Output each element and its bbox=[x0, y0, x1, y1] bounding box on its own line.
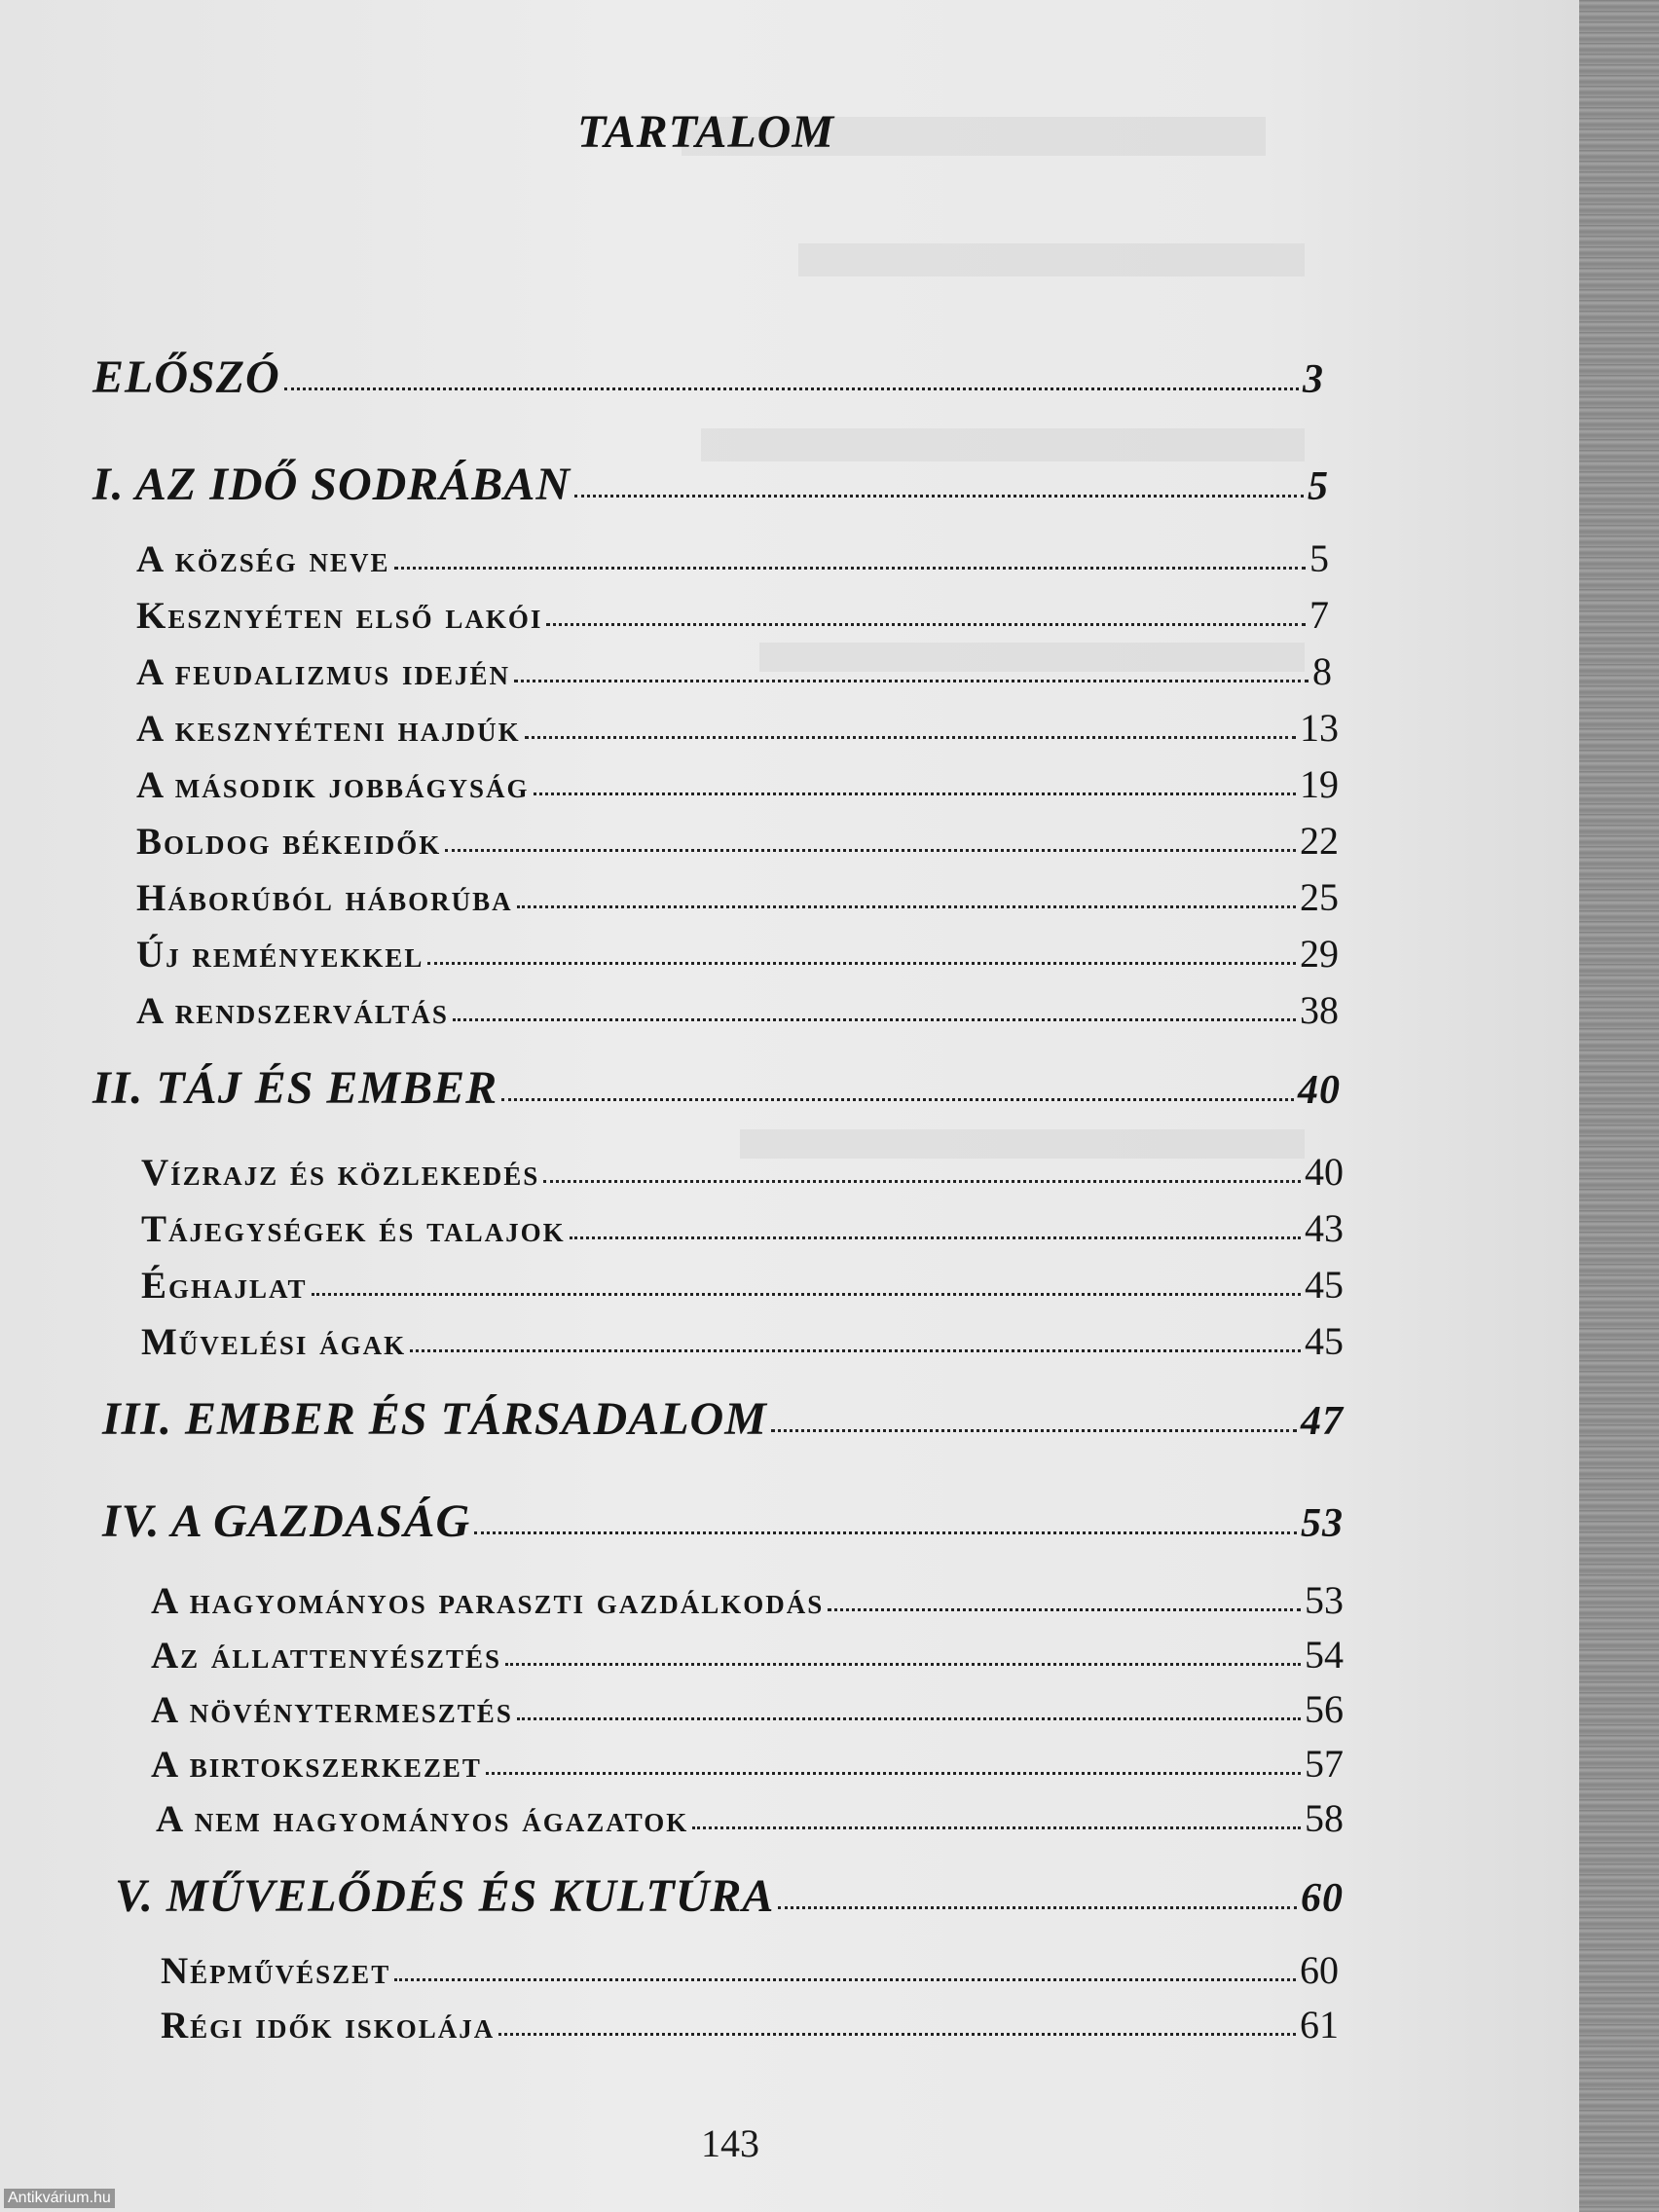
toc-section-label: Régi idők iskolája bbox=[161, 2005, 496, 2046]
toc-section-page: 29 bbox=[1300, 932, 1339, 976]
toc-section bbox=[151, 1686, 1344, 1732]
toc-section bbox=[136, 931, 1339, 977]
dot-leader bbox=[474, 1530, 1297, 1534]
toc-section-page: 38 bbox=[1300, 988, 1339, 1032]
toc-section-label: A növénytermesztés bbox=[151, 1689, 513, 1731]
toc-section-page: 58 bbox=[1305, 1796, 1344, 1840]
toc-section-page: 56 bbox=[1305, 1687, 1344, 1731]
dot-leader bbox=[284, 387, 1299, 390]
toc-chapter-label: ELŐSZÓ bbox=[92, 351, 280, 403]
toc-section-page: 22 bbox=[1300, 819, 1339, 863]
toc-section bbox=[141, 1149, 1344, 1195]
toc-section-page: 45 bbox=[1305, 1263, 1344, 1307]
dot-leader bbox=[394, 566, 1306, 570]
toc-chapter-label: III. EMBER ÉS TÁRSADALOM bbox=[102, 1393, 767, 1445]
toc-title: TARTALOM bbox=[576, 106, 835, 158]
toc-section-label: Háborúból háborúba bbox=[136, 877, 513, 919]
show-through-shadow bbox=[701, 428, 1305, 461]
dot-leader bbox=[394, 1977, 1296, 1981]
toc-chapter-preface bbox=[92, 350, 1324, 404]
dot-leader bbox=[546, 622, 1306, 626]
toc-section-label: A rendszerváltás bbox=[136, 990, 449, 1032]
toc-section bbox=[136, 648, 1332, 694]
toc-section bbox=[156, 1795, 1344, 1841]
toc-section-page: 61 bbox=[1300, 2003, 1339, 2046]
toc-chapter-2 bbox=[92, 1061, 1341, 1115]
dot-leader bbox=[525, 735, 1296, 739]
watermark: Antikvárium.hu bbox=[4, 2189, 115, 2208]
toc-chapter-4 bbox=[102, 1494, 1344, 1548]
toc-section-label: A birtokszerkezet bbox=[151, 1744, 482, 1786]
toc-section-page: 53 bbox=[1305, 1578, 1344, 1622]
toc-section-label: A község neve bbox=[136, 538, 390, 580]
dot-leader bbox=[445, 848, 1296, 852]
toc-section-page: 19 bbox=[1300, 762, 1339, 806]
toc-section bbox=[141, 1205, 1344, 1251]
toc-section bbox=[151, 1741, 1344, 1787]
toc-section-page: 5 bbox=[1309, 536, 1329, 580]
dot-leader bbox=[514, 679, 1309, 682]
toc-section-label: Boldog békeidők bbox=[136, 821, 442, 863]
dot-leader bbox=[312, 1292, 1301, 1296]
toc-chapter-label: IV. A GAZDASÁG bbox=[102, 1495, 471, 1547]
dot-leader bbox=[517, 904, 1296, 908]
toc-chapter-page: 3 bbox=[1303, 357, 1324, 402]
dot-leader bbox=[486, 1771, 1301, 1775]
toc-chapter-page: 47 bbox=[1301, 1399, 1344, 1444]
toc-section bbox=[141, 1262, 1344, 1308]
toc-section-page: 13 bbox=[1300, 706, 1339, 750]
toc-section bbox=[136, 705, 1339, 751]
toc-section-page: 45 bbox=[1305, 1319, 1344, 1363]
dot-leader bbox=[543, 1179, 1301, 1183]
toc-section bbox=[136, 535, 1329, 581]
toc-section bbox=[151, 1632, 1344, 1677]
page-number: 143 bbox=[701, 2121, 759, 2165]
show-through-shadow bbox=[798, 243, 1305, 276]
toc-chapter-page: 53 bbox=[1301, 1501, 1344, 1546]
dot-leader bbox=[498, 2032, 1296, 2036]
toc-chapter-label: II. TÁJ ÉS EMBER bbox=[92, 1062, 498, 1114]
toc-section-label: A második jobbágyság bbox=[136, 764, 530, 806]
toc-section-page: 60 bbox=[1300, 1948, 1339, 1992]
dot-leader bbox=[771, 1428, 1297, 1432]
toc-section-label: A kesznyéteni hajdúk bbox=[136, 708, 521, 750]
toc-section bbox=[136, 761, 1339, 807]
dot-leader bbox=[574, 494, 1304, 498]
toc-chapter-page: 40 bbox=[1298, 1068, 1341, 1113]
toc-chapter-page: 60 bbox=[1301, 1876, 1344, 1921]
toc-section-label: Tájegységek és talajok bbox=[141, 1208, 566, 1250]
dot-leader bbox=[692, 1825, 1301, 1829]
toc-section-label: Éghajlat bbox=[141, 1265, 308, 1307]
toc-section-page: 54 bbox=[1305, 1633, 1344, 1677]
toc-section bbox=[136, 874, 1339, 920]
page-edges bbox=[1579, 0, 1659, 2212]
dot-leader bbox=[570, 1235, 1301, 1239]
toc-section bbox=[136, 818, 1339, 864]
toc-section-page: 43 bbox=[1305, 1206, 1344, 1250]
toc-section-label: Az állattenyésztés bbox=[151, 1635, 502, 1677]
toc-section bbox=[136, 592, 1329, 638]
toc-chapter-page: 5 bbox=[1308, 464, 1329, 509]
toc-section-label: Vízrajz és közlekedés bbox=[141, 1152, 540, 1194]
toc-section-page: 25 bbox=[1300, 875, 1339, 919]
toc-chapter-1 bbox=[92, 458, 1329, 511]
toc-section bbox=[161, 1947, 1339, 1993]
toc-section-label: A feudalizmus idején bbox=[136, 651, 511, 693]
dot-leader bbox=[534, 792, 1296, 795]
toc-section-label: Új reményekkel bbox=[136, 934, 424, 976]
toc-section bbox=[141, 1318, 1344, 1364]
toc-section bbox=[136, 987, 1339, 1033]
toc-chapter-3 bbox=[102, 1392, 1344, 1446]
dot-leader bbox=[778, 1905, 1297, 1909]
dot-leader bbox=[410, 1348, 1301, 1352]
dot-leader bbox=[501, 1097, 1294, 1101]
toc-section-page: 40 bbox=[1305, 1150, 1344, 1194]
dot-leader bbox=[517, 1716, 1301, 1720]
toc-section-page: 7 bbox=[1309, 593, 1329, 637]
toc-section-label: Művelési ágak bbox=[141, 1321, 407, 1363]
dot-leader bbox=[505, 1662, 1301, 1666]
toc-section-page: 57 bbox=[1305, 1742, 1344, 1786]
toc-section-label: Népművészet bbox=[161, 1950, 391, 1992]
toc-chapter-5 bbox=[115, 1869, 1344, 1923]
toc-section bbox=[151, 1577, 1344, 1623]
toc-section-label: A nem hagyományos ágazatok bbox=[156, 1798, 689, 1840]
toc-section-label: Kesznyéten első lakói bbox=[136, 595, 543, 637]
dot-leader bbox=[427, 961, 1296, 965]
toc-chapter-label: I. AZ IDŐ SODRÁBAN bbox=[92, 459, 571, 510]
dot-leader bbox=[828, 1607, 1301, 1611]
toc-section-label: A hagyományos paraszti gazdálkodás bbox=[151, 1580, 825, 1622]
toc-section-page: 8 bbox=[1312, 649, 1332, 693]
toc-chapter-label: V. MŰVELŐDÉS ÉS KULTÚRA bbox=[115, 1870, 775, 1922]
dot-leader bbox=[453, 1017, 1296, 1021]
toc-section bbox=[161, 2002, 1339, 2047]
